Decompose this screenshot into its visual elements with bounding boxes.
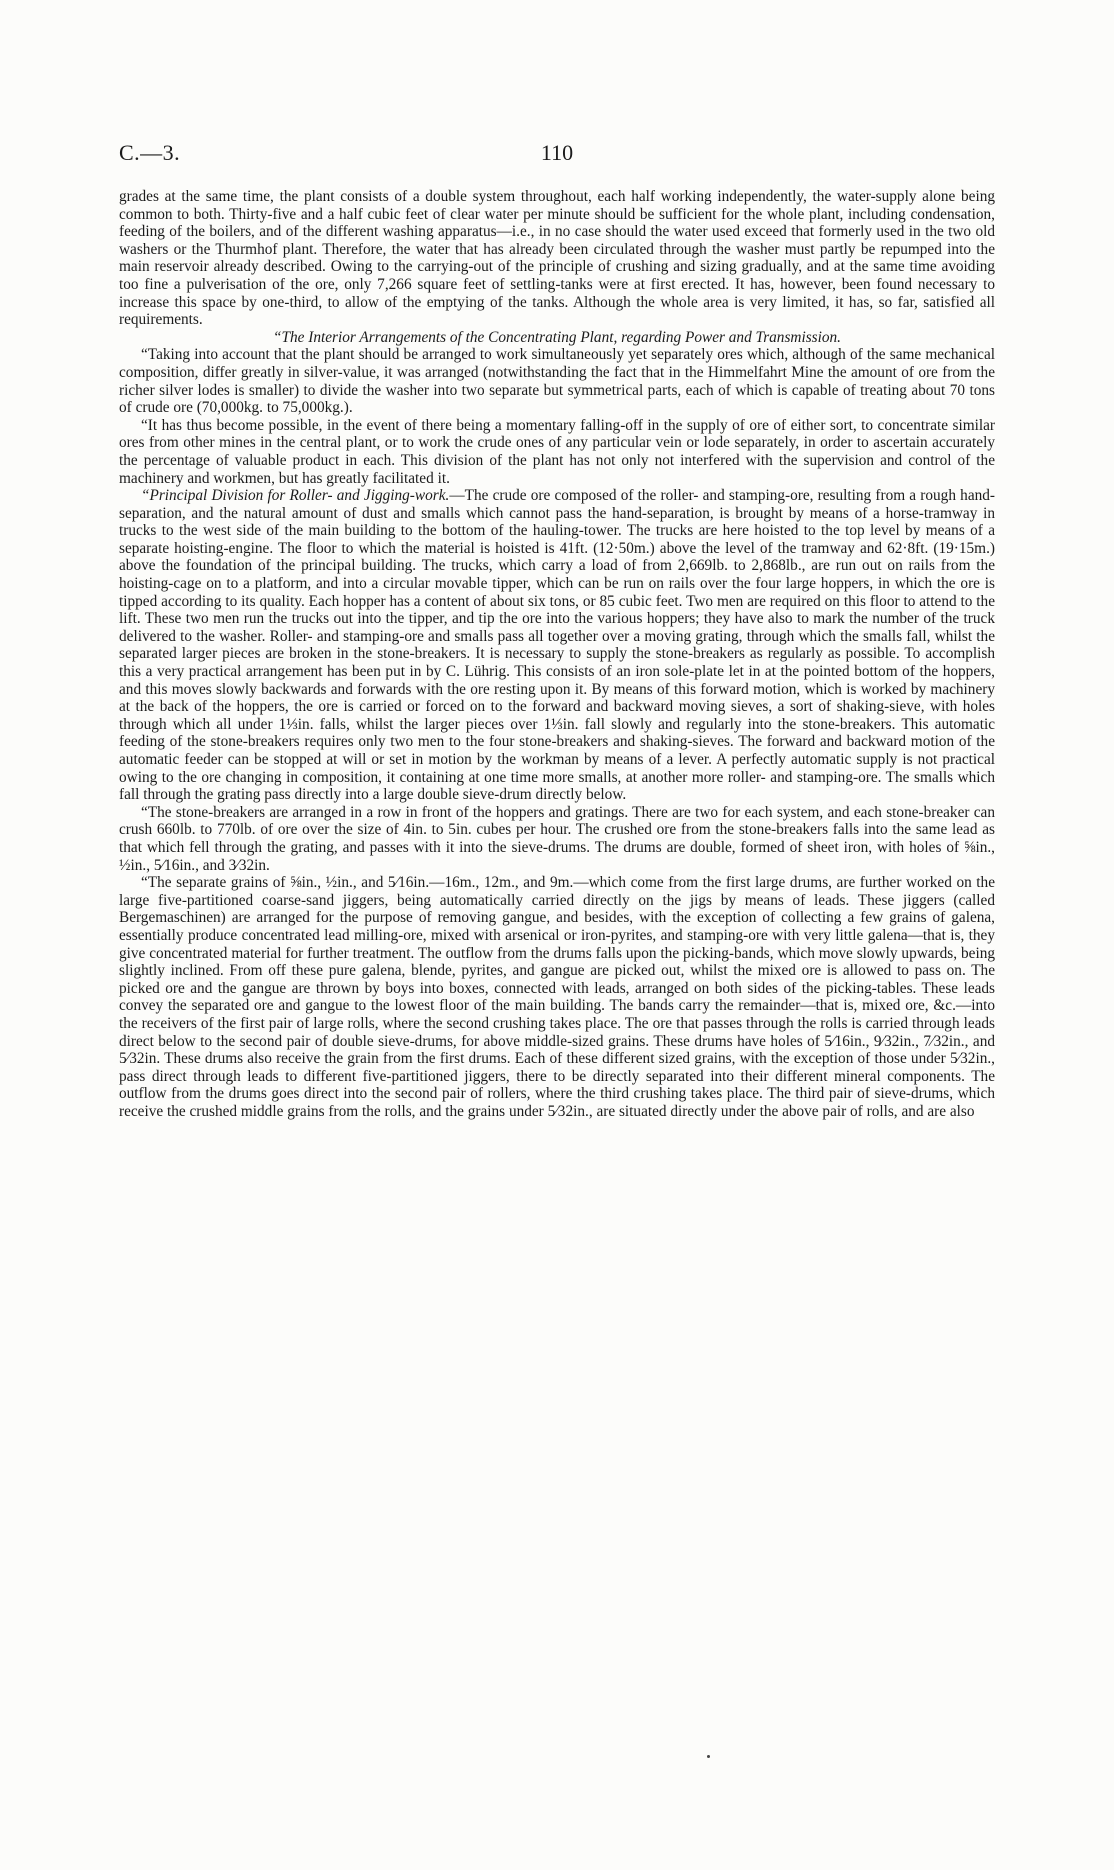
series-label: C.—3.: [119, 140, 181, 165]
page-number: 110: [540, 140, 574, 165]
paragraph-text: —The crude ore composed of the roller- and stamping-ore, resulting from a rough hand-separation, and the natural amount of dust and smalls which cannot pass the hand-separation, is brought by means of a horse-tramway in trucks to the west side of the main building to the bottom of the hauling-tower. The trucks are here hoisted to the top level by means of a separate hoisting-engine. The floor to which the material is hoisted is 41ft. (12·50m.) above the level of the tramway and 62·8ft. (19·15m.) above the foundation of the principal building. The trucks, which carry a load of from 2,669lb. to 2,868lb., are run out on rails from the hoisting-cage on to a platform, and into a circular movable tipper, which can be run on rails over the four large hoppers, in which the ore is tipped according to its quality. Each hopper has a content of about six tons, or 85 cubic feet. Two men are required on this floor to attend to the lift. These two men run the trucks out into the tipper, and tip the ore into the various hoppers; they have also to mark the number of the truck delivered to the washer. Roller- and stamping-ore and smalls pass all together over a moving grating, through which the smalls fall, whilst the separated larger pieces are broken in the stone-breakers. It is necessary to supply the stone-breakers as regularly as possible. To accomplish this a very practical arrangement has been put in by C. Lührig. This consists of an iron sole-plate let in at the pointed bottom of the hoppers, and this moves slowly backwards and forwards with the ore resting upon it. By means of this forward motion, which is worked by machinery at the back of the hoppers, the ore is carried or forced on to the forward and backward moving sieves, a sort of shaking-sieve, with holes through which all under 1⅓in. falls, whilst the larger pieces over 1⅓in. fall slowly and regularly into the stone-breakers. This automatic feeding of the stone-breakers requires only two men to the four stone-breakers and shaking-sieves. The forward and backward motion of the automatic feeder can be stopped at will or set in motion by the workman by means of a lever. A perfectly automatic supply is not practical owing to the ore changing in composition, it containing at one time more smalls, at another more roller- and stamping-ore. The smalls which fall through the grating pass directly into a large double sieve-drum directly below.: [119, 487, 996, 804]
page-header: [119, 140, 995, 172]
subheading-inline: “Principal Division for Roller- and Jigging-work.: [141, 487, 450, 505]
paragraph: [119, 487, 995, 804]
paragraph: grades at the same time, the plant consists of a double system throughout, each half working independently, the water-supply alone being common to both. Thirty-five and a half cubic feet of clear water per minute should be sufficient for the whole plant, including condensation, feeding of the boilers, and of the different washing apparatus—i.e., in no case should the water used exceed that formerly used in the two old washers or the Thurmhof plant. Therefore, the water that has already been circulated through the washer must partly be repumped into the main reservoir already described. Owing to the carrying-out of the principle of crushing and sizing gradually, and at the same time avoiding too fine a pulverisation of the ore, only 7,266 square feet of settling-tanks were at first erected. It has, however, been found necessary to increase this space by one-third, to allow of the emptying of the tanks. Although the whole area is very limited, it has, so far, satisfied all requirements.: [119, 188, 995, 329]
print-speck: [707, 1755, 710, 1758]
paragraph: “It has thus become possible, in the event of there being a momentary falling-off in the supply of ore of either sort, to concentrate similar ores from other mines in the central plant, or to work the crude ones of any particular vein or lode separately, in order to ascertain accurately the percentage of valuable product in each. This division of the plant has not only not interfered with the supervision and control of the machinery and workmen, but has greatly facilitated it.: [119, 416, 995, 487]
body-text: [119, 188, 995, 1120]
section-heading: “The Interior Arrangements of the Concentrating Plant, regarding Power and Transmission.: [273, 328, 841, 346]
paragraph: “The separate grains of ⅝in., ½in., and 5⁄16in.—16m., 12m., and 9m.—which come from the first large drums, are further worked on the large five-partitioned coarse-sand jiggers, being automatically carried directly on the jigs by means of leads. These jiggers (called Bergemaschinen) are arranged for the purpose of removing gangue, and besides, with the exception of collecting a few grains of galena, essentially produce concentrated lead milling-ore, mixed with arsenical or iron-pyrites, and stamping-ore with very little galena—that is, they give concentrated material for further treatment. The outflow from the drums falls upon the picking-bands, which move slowly upwards, being slightly inclined. From off these pure galena, blende, pyrites, and gangue are picked out, whilst the mixed ore is allowed to pass on. The picked ore and the gangue are thrown by boys into boxes, connected with leads, arranged on both sides of the picking-tables. These leads convey the separated ore and gangue to the lowest floor of the main building. The bands carry the remainder—that is, mixed ore, &c.—into the receivers of the first pair of large rolls, where the second crushing takes place. The ore that passes through the rolls is carried through leads direct below to the second pair of double sieve-drums, for above middle-sized grains. These drums have holes of 5⁄16in., 9⁄32in., 7⁄32in., and 5⁄32in. These drums also receive the grain from the first drums. Each of these different sized grains, with the exception of those under 5⁄32in., pass direct through leads to different five-partitioned jiggers, there to be directly separated into their different mineral components. The outflow from the drums goes direct into the second pair of rollers, where the third crushing takes place. The third pair of sieve-drums, which receive the crushed middle grains from the rolls, and the grains under 5⁄32in., are situated directly under the above pair of rolls, and are also: [119, 874, 995, 1120]
paragraph: “Taking into account that the plant should be arranged to work simultaneously yet separately ores which, although of the same mechanical composition, differ greatly in silver-value, it was arranged (notwithstanding the fact that in the Himmelfahrt Mine the amount of ore from the richer silver lodes is smaller) to divide the washer into two separate but symmetrical parts, each of which is capable of treating about 70 tons of crude ore (70,000kg. to 75,000kg.).: [119, 346, 995, 417]
paragraph: “The stone-breakers are arranged in a row in front of the hoppers and gratings. There are two for each system, and each stone-breaker can crush 660lb. to 770lb. of ore over the size of 4in. to 5in. cubes per hour. The crushed ore from the stone-breakers falls into the same lead as that which fell through the grating, and passes with it into the sieve-drums. The drums are double, formed of sheet iron, with holes of ⅝in., ½in., 5⁄16in., and 3⁄32in.: [119, 803, 995, 874]
